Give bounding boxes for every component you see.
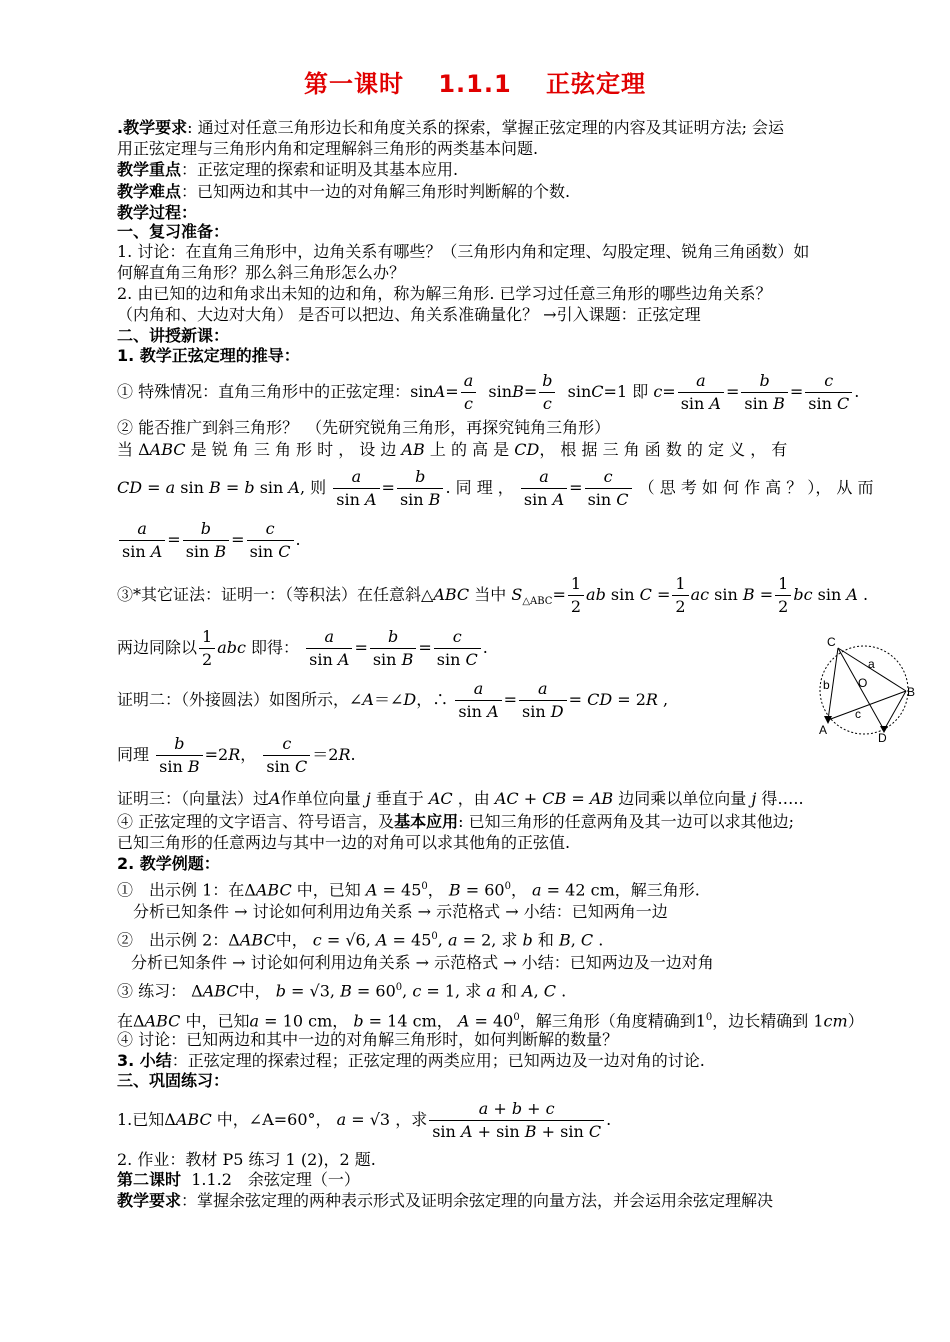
height-derivation-line: CD = a sin B = b sin A, 则 $\frac{a}{\text{sin A}}$ = $\frac{b}{\text{sin B}}$ . 同 理 ， $\frac{a}{\text{sin A}}$ = $\frac{c}{\text{sin C}}$ （ 思 考 如 何 作 高 ？ ）， 从 而: [117, 467, 874, 509]
subsection-examples: 2. 教学例题：: [117, 854, 220, 873]
review-2-cont: （内角和、大边对大角） 是否可以把边、角关系准确量化？ →引入课题：正弦定理: [117, 305, 701, 324]
application-line-cont: 已知三角形的任意两边与其中一边的对角可以求其他角的正弦值.: [117, 833, 571, 852]
label-c: c: [855, 707, 861, 721]
label-C: C: [827, 635, 836, 649]
label-O: O: [858, 676, 868, 690]
proof-1-result: 两边同除以 $\frac{1}{2}$ abc 即得： $\frac{a}{\text{sin A}}$ = $\frac{b}{\text{sin B}}$ = $\frac{c}{\text{sin C}}$ .: [117, 627, 488, 669]
difficult-point: 教学难点：已知两边和其中一边的对角解三角形时判断解的个数.: [117, 182, 571, 201]
label-A: A: [819, 723, 828, 737]
practice-1: 1.已知ΔABC 中，∠A=60°， a = √3 ，求 $\frac{a + b + c}{\text{sin A + sin B + sin C}}$ .: [117, 1099, 612, 1141]
proof-1-line: ③*其它证法：证明一：（等积法）在任意斜△ABC 当中 $S_{\triangle ABC}=$ $\frac{1}{2}$ ab sin C = $\frac{1}{2}$ ac sin B = $\frac{1}{2}$ bc sin A .: [117, 574, 869, 616]
proof-3-line: 证明三：（向量法）过A作单位向量 j 垂直于 AC ，由 AC + CB = AB 边同乘以单位向量 j 得…..: [117, 789, 804, 808]
acute-case-line: 当 ΔABC 是 锐 角 三 角 形 时 ， 设 边 AB 上 的 高 是 CD， 根 据 三 角 函 数 的 定 义 ， 有: [117, 440, 788, 459]
process-heading: 教学过程：: [117, 203, 198, 222]
generalize-line: ② 能否推广到斜三角形？ （先研究锐角三角形，再探究钝角三角形）: [117, 418, 611, 437]
lesson-2-requirement: 教学要求：掌握余弦定理的两种表示形式及证明余弦定理的向量方法，并会运用余弦定理解决: [117, 1191, 774, 1210]
circumcircle-figure: [808, 634, 918, 746]
lesson-2-heading: 第二课时 1.1.2 余弦定理（一）: [117, 1170, 360, 1189]
teaching-requirement-cont: 用正弦定理与三角形内角和定理解斜三角形的两类基本问题.: [117, 139, 539, 158]
section-2-heading: 二、讲授新课：: [117, 326, 230, 345]
label-D: D: [878, 731, 887, 745]
special-case-line: ① 特殊情况：直角三角形中的正弦定理：sinA= $\frac{a}{c}$ sinB= $\frac{b}{c}$ sinC=1 即 c= $\frac{a}{\text{sin A}}$ = $\frac{b}{\text{sin B}}$ = $\frac{c}{\text{sin C}}$ .: [117, 371, 860, 413]
sine-law-formula: $\frac{a}{\text{sin A}}$ = $\frac{b}{\text{sin B}}$ = $\frac{c}{\text{sin C}}$ .: [117, 518, 917, 563]
summary-line: 3. 小结：正弦定理的探索过程；正弦定理的两类应用；已知两边及一边对角的讨论.: [117, 1051, 705, 1070]
circumcircle: [820, 646, 908, 734]
example-2: ② 出示例 2：ΔABC中， c = √6, $A = 45^0$, a = 2, 求 b 和 B, C .: [117, 930, 604, 950]
example-1-analysis: 分析已知条件 → 讨论如何利用边角关系 → 示范格式 → 小结：已知两角一边: [133, 902, 668, 921]
proof-2-similar: 同理 $\frac{b}{\text{sin B}}$ =2R， $\frac{c}{\text{sin C}}$ ＝2R.: [117, 734, 356, 776]
example-1: ① 出示例 1：在ΔABC 中，已知 $A = 45^0$， $B = 60^0$， a = 42 cm，解三角形.: [117, 880, 700, 900]
key-point: 教学重点：正弦定理的探索和证明及其基本应用.: [117, 160, 459, 179]
section-3-heading: 三、巩固练习：: [117, 1071, 230, 1090]
section-1-heading: 一、复习准备：: [117, 222, 230, 241]
review-1: 1. 讨论：在直角三角形中，边角关系有哪些？（三角形内角和定理、勾股定理、锐角三角函数）如: [117, 242, 810, 261]
review-1-cont: 何解直角三角形？那么斜三角形怎么办？: [117, 263, 406, 282]
example-2-analysis: 分析已知条件 → 讨论如何利用边角关系 → 示范格式 → 小结：已知两边及一边对角: [131, 953, 714, 972]
application-line: ④ 正弦定理的文字语言、符号语言，及基本应用: 已知三角形的任意两角及其一边可以求其他边;: [117, 812, 794, 831]
page-title: 第一课时 1.1.1 正弦定理: [303, 70, 647, 98]
exercise-2-line: 在ΔABC 中，已知a = 10 cm， b = 14 cm， $A = 40^0$，解三角形（角度精确到$1^0$，边长精确到 1cm）: [117, 1011, 864, 1031]
homework-line: 2. 作业：教材 P5 练习 1 (2)，2 题.: [117, 1150, 376, 1169]
teaching-requirement: .教学要求: 通过对任意三角形边长和角度关系的探索，掌握正弦定理的内容及其证明方法; 会运: [117, 118, 785, 137]
label-a: a: [868, 657, 875, 671]
discussion-line: ④ 讨论：已知两边和其中一边的对角解三角形时，如何判断解的数量？: [117, 1030, 619, 1049]
side-c: [828, 691, 906, 720]
label-b: b: [823, 678, 830, 692]
label-B: B: [907, 685, 916, 699]
proof-2-line: 证明二：（外接圆法）如图所示，∠A＝∠D，∴ $\frac{a}{\text{sin A}}$ = $\frac{a}{\text{sin D}}$ = CD = 2R ,: [117, 679, 669, 721]
review-2: 2. 由已知的边和角求出未知的边和角，称为解三角形. 已学习过任意三角形的哪些边角关系？: [117, 284, 772, 303]
exercise-line: ③ 练习： ΔABC中， b = √3, $B = 60^0$, c = 1, 求 a 和 A, C .: [117, 981, 567, 1001]
subsection-derivation: 1. 教学正弦定理的推导：: [117, 346, 300, 365]
